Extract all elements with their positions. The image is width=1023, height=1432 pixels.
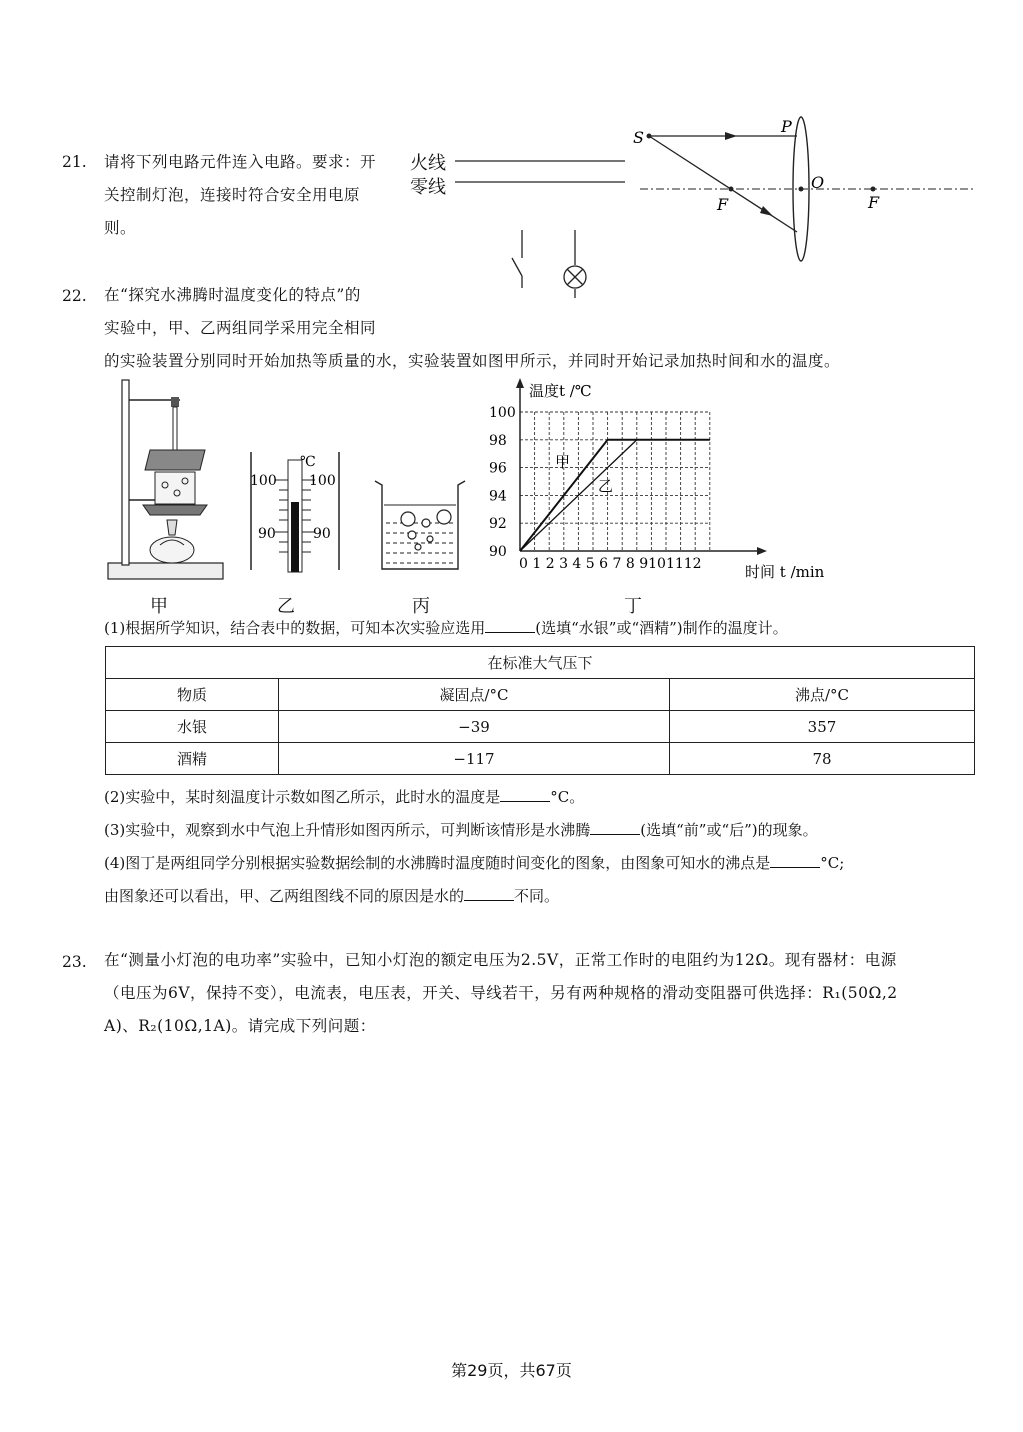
label-f-left: F [717,195,729,214]
temperature-chart [485,378,830,583]
y-tick-label: 98 [489,432,507,449]
tick-label: 100 [309,473,336,489]
sub-question-text: 由图象还可以看出，甲、乙两组图线不同的原因是水的 [104,887,465,905]
y-axis-label: 温度t /℃ [529,382,592,400]
text-line: 请将下列电路元件连入电路。要求：开 [104,153,377,171]
arrow-icon [725,132,737,140]
chart-grid [520,412,710,551]
question-text [104,146,404,245]
question-number: 23. [62,953,87,971]
page-number: 第29页，共67页 [451,1361,572,1380]
sub-question-text: (1)根据所学知识，结合表中的数据，可知本次实验应选用 [104,619,486,637]
label-s: S [633,128,644,147]
x-axis-arrow-icon [757,547,767,555]
figure-label: 甲 [150,596,168,617]
y-tick-label: 90 [489,544,507,560]
table-cell: −39 [279,711,670,743]
table-caption: 在标准大气压下 [106,647,975,679]
y-tick-label: 96 [489,460,507,477]
table-header: 物质 [106,679,279,711]
lens-diagram [625,112,980,272]
series-label-jia: 甲 [555,453,571,471]
arrow-icon [760,206,773,216]
sub-question-text: °C; [820,854,845,872]
y-tick-label: 94 [489,488,507,505]
optical-center-point [799,187,804,192]
text-line: 在“测量小灯泡的电功率”实验中，已知小灯泡的额定电压为2.5V，正常工作时的电阻约为12Ω。现有器材：电源 [104,951,897,969]
figure-label: 丁 [624,596,642,617]
beaker-icon [375,481,465,569]
stand-rod [122,380,129,565]
properties-table [105,646,975,775]
figure-label: 乙 [277,596,295,617]
table-header: 凝固点/°C [279,679,670,711]
text-line: A)、R₂(10Ω,1A)。请完成下列问题： [104,1017,376,1035]
sub-question-text: (选填“水银”或“酒精”)制作的温度计。 [535,619,788,637]
mercury-column [291,502,299,572]
sub-questions [104,781,984,913]
y-tick-label: 92 [489,516,507,533]
question-text [104,279,984,378]
sub-question-3 [104,814,984,847]
focus-left-point [729,187,734,192]
tick-label: 90 [258,526,276,542]
text-line: 的实验装置分别同时开始加热等质量的水，实验装置如图甲所示，并同时开始记录加热时间和水的温度。 [104,352,841,370]
point-s [647,134,652,139]
sub-question-1 [104,612,788,645]
table-cell: 357 [670,711,975,743]
figure-label: 丙 [412,596,430,617]
sub-question-text: (2)实验中，某时刻温度计示数如图乙所示，此时水的温度是 [104,788,501,806]
y-axis-arrow-icon [516,378,524,388]
label-p: P [781,117,792,136]
sub-question-2 [104,781,984,814]
text-line: 在“探究水沸腾时温度变化的特点”的 [104,286,361,304]
thermometer-unit: ℃ [300,454,316,470]
ray-through-focus [649,136,797,232]
series-label-yi: 乙 [598,477,614,495]
text-line: （电压为6V，保持不变），电流表，电压表，开关、导线若干，另有两种规格的滑动变阻器可供选择：R₁(50Ω,2 [104,984,898,1002]
question-text [104,944,984,1043]
thermometer-figure [245,450,345,575]
beaker-figure [370,475,470,575]
table-header: 沸点/°C [670,679,975,711]
answer-blank[interactable] [485,618,535,633]
flame-icon [167,520,177,535]
sub-question-text: (4)图丁是两组同学分别根据实验数据绘制的水沸腾时温度随时间变化的图象，由图象可知水的沸点是 [104,854,771,872]
sub-question-text: (3)实验中，观察到水中气泡上升情形如图丙所示，可判断该情形是水沸腾 [104,821,591,839]
question-number: 22. [62,287,87,305]
answer-blank[interactable] [464,886,514,901]
focus-right-point [871,187,876,192]
lid [145,450,205,470]
table-cell: 78 [670,743,975,775]
beaker-icon [155,472,195,504]
sub-question-4 [104,847,984,880]
tick-label: 100 [250,473,277,489]
tick-label: 90 [313,526,331,542]
table-cell: 酒精 [106,743,279,775]
text-line: 实验中，甲、乙两组同学采用完全相同 [104,319,377,337]
answer-blank[interactable] [500,787,550,802]
clamp [171,397,179,407]
alcohol-lamp-icon [150,537,194,563]
sub-question-text: °C。 [550,788,585,806]
text-line: 则。 [104,219,137,237]
answer-blank[interactable] [590,820,640,835]
live-wire-label: 火线 [410,153,446,174]
gauze [143,505,207,515]
y-tick-label: 100 [489,405,516,421]
apparatus-figure [105,375,230,585]
text-line: 关控制灯泡，连接时符合安全用电原 [104,186,361,204]
label-o: O [811,173,825,192]
bubbles [401,510,451,550]
table-cell: 水银 [106,711,279,743]
table-row [106,711,975,743]
table-row [106,743,975,775]
sub-question-text: (选填“前”或“后”)的现象。 [640,821,818,839]
sub-question-4b [104,880,984,913]
circuit-diagram [440,150,640,300]
x-axis-label: 时间 t /min [745,563,825,581]
answer-blank[interactable] [770,853,820,868]
question-number: 21. [62,153,87,171]
table-cell: −117 [279,743,670,775]
sub-question-text: 不同。 [514,887,560,905]
table-header-row [106,679,975,711]
x-tick-labels: 0 1 2 3 4 5 6 7 8 9101112 [519,556,702,572]
label-f-right: F [868,193,880,212]
neutral-wire-label: 零线 [410,177,446,198]
